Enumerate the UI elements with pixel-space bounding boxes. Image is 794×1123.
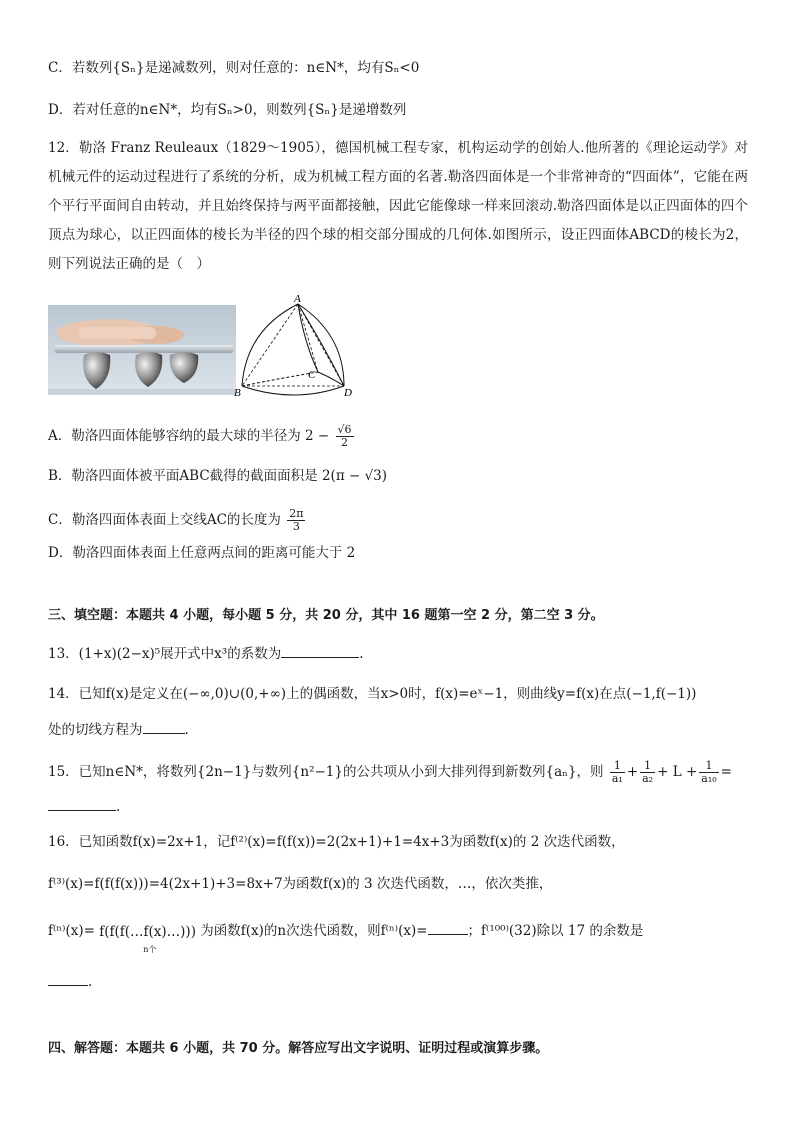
q15-answer-blank[interactable] <box>48 796 116 811</box>
q16-line3-text: 为函数f(x)的n次迭代函数，则f⁽ⁿ⁾(x)= <box>200 923 428 939</box>
q15-text: 15．已知n∈N*，将数列{2n−1}与数列{n²−1}的公共项从小到大排列得到新数列{aₙ}，则 <box>48 764 604 780</box>
q16-tail: . <box>88 974 93 990</box>
option-a-denominator: 2 <box>341 436 349 449</box>
q15-frac-2-den: a₂ <box>642 772 654 785</box>
q14-answer-blank[interactable] <box>143 719 185 734</box>
option-a-fraction <box>336 424 354 449</box>
q16-fn-label: f⁽ⁿ⁾(x)= <box>48 923 95 939</box>
question-16-line1: 16．已知函数f(x)=2x+1，记f⁽²⁾(x)=f(f(x))=2(2x+1)+1=4x+3为函数f(x)的 2 次迭代函数， <box>48 834 625 850</box>
question-12-stem: 12．勒洛 Franz Reuleaux（1829～1905），德国机械工程专家，机构运动学的创始人.他所著的《理论运动学》对机械元件的运动过程进行了系统的分析，成为机械工程方面的名著.勒洛四面体是一个非常神奇的“四面体”，它能在两个平行平面间自由转动，并且始终保持与两平面都接触，因此它能像球一样来回滚动.勒洛四面体是以正四面体的四个顶点为球心，以正四面体的棱长为半径的四个球的相交部分围成的几何体.如图所示，设正四面体ABCD的棱长为2，则下列说法正确的是（ ） <box>48 140 748 272</box>
section-4-heading: 四、解答题：本题共 6 小题，共 70 分。解答应写出文字说明、证明过程或演算步骤。 <box>48 1041 549 1056</box>
option-c-numerator: 2π <box>289 507 304 520</box>
q13-answer-blank[interactable] <box>281 643 359 658</box>
question-14-line1: 14．已知f(x)是定义在(−∞,0)∪(0,+∞)上的偶函数，当x>0时，f(x)=eˣ−1，则曲线y=f(x)在点(−1,f(−1)) <box>48 686 697 702</box>
q16-nested-expression <box>99 922 196 954</box>
question-15-line1: 15．已知n∈N*，将数列{2n−1}与数列{n²−1}的公共项从小到大排列得到新数列{aₙ}，则 $\frac{1}{\text{a₁}}$ + $\frac{1}{\text{a₂}}$ + L + $\frac{1}{\text{a₁₀}}$ = <box>48 759 732 785</box>
q15-ellipsis: + L + <box>657 764 698 780</box>
q16-nest-count: n个 <box>143 944 157 954</box>
question-16-line2: f⁽³⁾(x)=f(f(f(x)))=4(2x+1)+3=8x+7为函数f(x)的 3 次迭代函数，…，依次类推， <box>48 876 553 892</box>
q15-frac-3 <box>699 760 718 785</box>
reuleaux-photo <box>48 305 236 395</box>
option-a-numerator: √6 <box>337 423 352 436</box>
option-c-denominator: 3 <box>292 520 300 533</box>
option-a-text: A．勒洛四面体能够容纳的最大球的半径为 2 − <box>48 428 330 444</box>
q16-answer-blank-2[interactable] <box>48 971 88 986</box>
q14-tail: . <box>184 722 189 738</box>
q15-frac-1 <box>610 760 625 785</box>
reuleaux-tetrahedron-diagram <box>232 290 352 400</box>
question-16-line4 <box>48 971 92 992</box>
label-b: B <box>234 387 241 399</box>
question-16-line3 <box>48 920 644 954</box>
q12-option-d: D．勒洛四面体表面上任意两点间的距离可能大于 2 <box>48 545 356 561</box>
label-d: D <box>344 387 352 399</box>
q15-frac-1-num: 1 <box>610 760 625 773</box>
q16-line3-text-2: ；f⁽¹⁰⁰⁾(32)除以 17 的余数是 <box>467 923 644 939</box>
q13-text: 13．(1+x)(2−x)⁵展开式中x³的系数为 <box>48 646 282 662</box>
q15-frac-2-num: 1 <box>640 760 655 773</box>
q12-option-c <box>48 508 307 533</box>
label-a: A <box>294 293 301 305</box>
option-c-prev: C．若数列{Sₙ}是递减数列，则对任意的：n∈N*，均有Sₙ<0 <box>48 60 420 76</box>
q16-answer-blank-1[interactable] <box>428 920 468 935</box>
question-14-line2 <box>48 719 189 740</box>
photo-illustration <box>48 305 236 395</box>
q15-frac-3-den: a₁₀ <box>701 772 717 785</box>
option-c-fraction <box>287 508 305 533</box>
q15-frac-1-den: a₁ <box>611 772 623 785</box>
q13-tail: . <box>359 646 364 662</box>
q14-line2-text: 处的切线方程为 <box>48 722 143 738</box>
q15-equals: = <box>720 764 732 780</box>
option-d-prev: D．若对任意的n∈N*，均有Sₙ>0，则数列{Sₙ}是递增数列 <box>48 102 407 118</box>
option-c-text: C．勒洛四面体表面上交线AC的长度为 <box>48 512 281 528</box>
q15-frac-3-num: 1 <box>699 760 718 773</box>
q12-option-a <box>48 424 356 449</box>
q12-option-b: B．勒洛四面体被平面ABC截得的截面面积是 2(π − √3) <box>48 468 388 484</box>
question-15-line2 <box>48 796 120 817</box>
label-c: C <box>308 369 316 381</box>
question-13 <box>48 643 364 664</box>
section-3-heading: 三、填空题：本题共 4 小题，每小题 5 分，共 20 分，其中 16 题第一空 2 分，第二空 3 分。 <box>48 608 604 623</box>
q15-tail: . <box>116 799 121 815</box>
tetrahedron-figure <box>232 290 352 400</box>
q16-nest-text: f(f(f(…f(x)…))) <box>99 923 196 940</box>
q15-frac-2 <box>640 760 655 785</box>
